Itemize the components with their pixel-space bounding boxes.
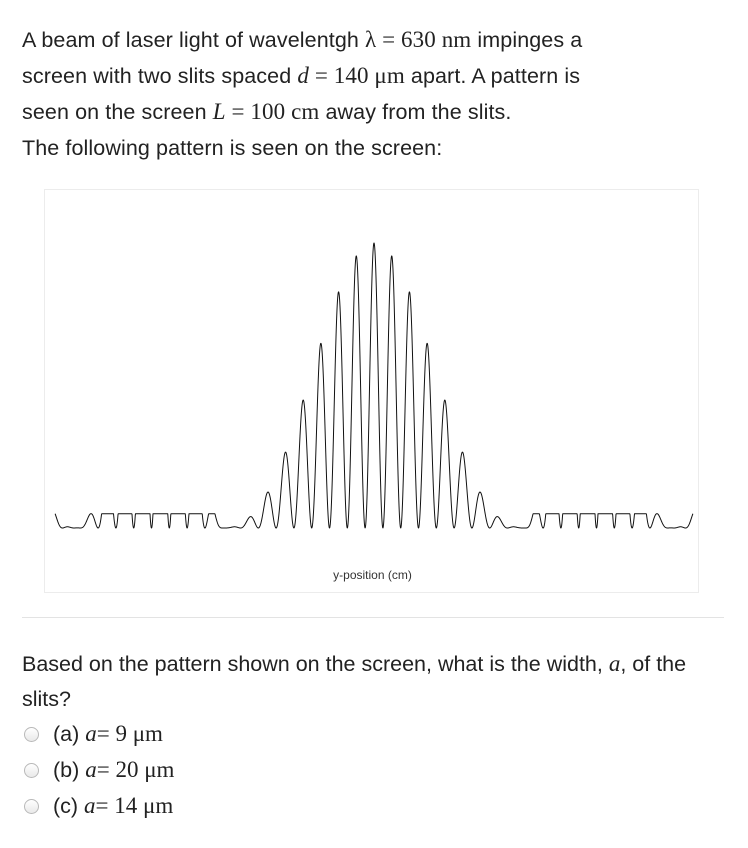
text-segment: screen with two slits spaced: [22, 64, 298, 88]
option-value: = 20 μm: [96, 757, 175, 782]
option-c[interactable]: [22, 788, 174, 824]
distance-variable: L: [212, 99, 226, 124]
text-segment: Based on the pattern shown on the screen, what is the width,: [22, 652, 603, 676]
intensity-curve: [55, 243, 693, 528]
question-line-4: The following pattern is seen on the screen:: [22, 136, 443, 160]
distance-math: = 100 cm: [225, 99, 320, 124]
wavelength-math: λ = 630 nm: [365, 27, 472, 52]
question-text: [22, 22, 722, 166]
answer-options: [22, 716, 174, 824]
question-line-2: [22, 58, 722, 94]
option-value: = 14 μm: [95, 793, 174, 818]
radio-button-icon[interactable]: [24, 763, 39, 778]
divider: [22, 617, 724, 618]
option-b[interactable]: [22, 752, 174, 788]
text-segment: seen on the screen: [22, 100, 213, 124]
question-prompt: [22, 646, 722, 717]
width-variable: a: [608, 651, 621, 676]
option-label: (c): [53, 793, 85, 818]
option-variable: a: [84, 793, 96, 818]
option-label: (a): [53, 721, 86, 746]
spacing-math: = 140 μm: [308, 63, 405, 88]
pattern-plot: [45, 190, 700, 594]
option-value: = 9 μm: [96, 721, 163, 746]
question-line-3: [22, 94, 722, 130]
radio-button-icon[interactable]: [24, 727, 39, 742]
text-segment: A beam of laser light of wavelentgh: [22, 28, 366, 52]
text-segment: away from the slits.: [319, 100, 512, 124]
radio-button-icon[interactable]: [24, 799, 39, 814]
text-segment: apart. A pattern is: [404, 64, 581, 88]
interference-pattern-figure: [44, 189, 699, 593]
x-axis-label: y-position (cm): [333, 568, 412, 582]
text-segment: impinges a: [471, 28, 583, 52]
option-a[interactable]: [22, 716, 174, 752]
option-label: (b): [53, 757, 86, 782]
spacing-variable: d: [297, 63, 309, 88]
option-variable: a: [85, 721, 97, 746]
text-segment: , of the slits?: [22, 652, 687, 711]
question-line-1: [22, 22, 722, 58]
option-variable: a: [85, 757, 97, 782]
